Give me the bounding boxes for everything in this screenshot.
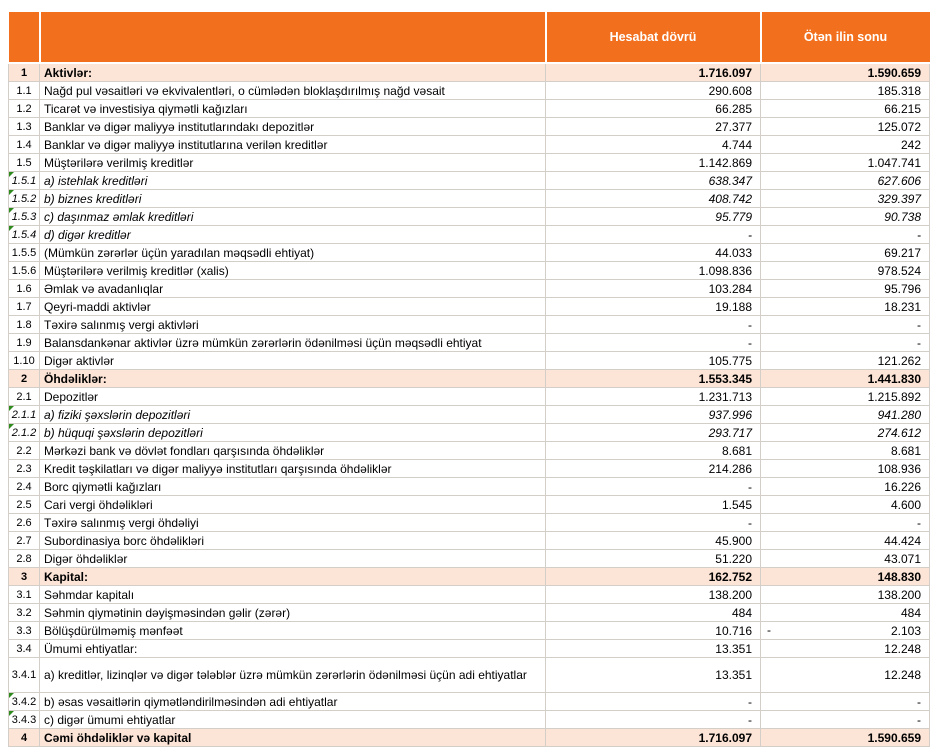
current-period-value-cell[interactable]: 19.188 bbox=[546, 298, 761, 316]
table-row bbox=[9, 406, 930, 424]
current-period-value-cell[interactable]: 290.608 bbox=[546, 82, 761, 100]
current-period-value-cell[interactable]: 138.200 bbox=[546, 586, 761, 604]
table-row bbox=[9, 711, 930, 729]
financial-table bbox=[8, 10, 930, 747]
table-row bbox=[9, 154, 930, 172]
row-number-cell[interactable]: 3.4.1 bbox=[9, 658, 40, 693]
table-body bbox=[9, 63, 930, 747]
row-label-cell[interactable]: Səhmin qiymətinin dəyişməsindən gəlir (zərər) bbox=[40, 604, 546, 622]
row-label-cell[interactable]: Qeyri-maddi aktivlər bbox=[40, 298, 546, 316]
previous-period-value-cell[interactable]: 1.590.659 bbox=[761, 729, 930, 747]
row-label-cell[interactable]: a) istehlak kreditləri bbox=[40, 172, 546, 190]
current-period-value-cell[interactable]: 1.231.713 bbox=[546, 388, 761, 406]
row-label-cell[interactable]: Aktivlər: bbox=[40, 63, 546, 82]
table-row bbox=[9, 424, 930, 442]
table-row bbox=[9, 604, 930, 622]
current-period-value-cell[interactable]: 1.545 bbox=[546, 496, 761, 514]
row-label-cell[interactable]: a) fiziki şəxslərin depozitləri bbox=[40, 406, 546, 424]
table-row bbox=[9, 136, 930, 154]
cell-flag-icon bbox=[9, 208, 14, 213]
previous-period-value-cell[interactable]: 16.226 bbox=[761, 478, 930, 496]
table-row bbox=[9, 298, 930, 316]
current-period-value-cell[interactable]: 51.220 bbox=[546, 550, 761, 568]
row-label-cell[interactable]: Cəmi öhdəliklər və kapital bbox=[40, 729, 546, 747]
previous-period-value-cell[interactable]: - 2.103 bbox=[761, 622, 930, 640]
row-label-cell[interactable]: Cari vergi öhdəlikləri bbox=[40, 496, 546, 514]
current-period-value-cell[interactable]: 1.142.869 bbox=[546, 154, 761, 172]
row-number-cell[interactable]: 1.1 bbox=[9, 82, 40, 100]
previous-period-value-cell[interactable]: - bbox=[761, 316, 930, 334]
row-number-cell[interactable]: 3.3 bbox=[9, 622, 40, 640]
previous-period-value-cell[interactable]: 484 bbox=[761, 604, 930, 622]
current-period-value-cell[interactable]: 10.716 bbox=[546, 622, 761, 640]
row-number-cell[interactable]: 1.6 bbox=[9, 280, 40, 298]
row-label-cell[interactable]: Depozitlər bbox=[40, 388, 546, 406]
table-row bbox=[9, 568, 930, 586]
row-label-cell[interactable]: Əmlak və avadanlıqlar bbox=[40, 280, 546, 298]
cell-flag-icon bbox=[9, 172, 14, 177]
table-row bbox=[9, 496, 930, 514]
row-number-cell[interactable]: 3.2 bbox=[9, 604, 40, 622]
table-row bbox=[9, 640, 930, 658]
row-number-cell[interactable]: 1.5.3 bbox=[9, 208, 40, 226]
current-period-value-cell[interactable]: - bbox=[546, 693, 761, 711]
row-label-cell[interactable]: Səhmdar kapitalı bbox=[40, 586, 546, 604]
table-row bbox=[9, 63, 930, 82]
row-label-cell[interactable]: Müştərilərə verilmiş kreditlər bbox=[40, 154, 546, 172]
current-period-value-cell[interactable]: 1.098.836 bbox=[546, 262, 761, 280]
row-number-cell[interactable]: 3 bbox=[9, 568, 40, 586]
row-label-cell[interactable]: Ümumi ehtiyatlar: bbox=[40, 640, 546, 658]
current-period-value-cell[interactable]: 293.717 bbox=[546, 424, 761, 442]
current-period-value-cell[interactable]: 1.553.345 bbox=[546, 370, 761, 388]
row-label-cell[interactable]: Nağd pul vəsaitləri və ekvivalentləri, o cümlədən bloklaşdırılmış nağd vəsait bbox=[40, 82, 546, 100]
table-row bbox=[9, 388, 930, 406]
row-label-cell[interactable]: b) hüquqi şəxslərin depozitləri bbox=[40, 424, 546, 442]
row-number-cell[interactable]: 2.2 bbox=[9, 442, 40, 460]
previous-period-value-cell[interactable]: 274.612 bbox=[761, 424, 930, 442]
previous-period-value-cell[interactable]: 69.217 bbox=[761, 244, 930, 262]
row-number-cell[interactable]: 3.4.2 bbox=[9, 693, 40, 711]
previous-period-value-cell[interactable]: 978.524 bbox=[761, 262, 930, 280]
cell-flag-icon bbox=[9, 424, 14, 429]
table-row bbox=[9, 172, 930, 190]
row-label-cell[interactable]: Banklar və digər maliyyə institutlarındakı depozitlər bbox=[40, 118, 546, 136]
row-label-cell[interactable]: d) digər kreditlər bbox=[40, 226, 546, 244]
previous-period-value-cell[interactable]: 44.424 bbox=[761, 532, 930, 550]
current-period-value-cell[interactable]: - bbox=[546, 514, 761, 532]
previous-period-value-cell[interactable]: 242 bbox=[761, 136, 930, 154]
current-period-value-cell[interactable]: 408.742 bbox=[546, 190, 761, 208]
current-period-value-cell[interactable]: 105.775 bbox=[546, 352, 761, 370]
row-label-cell[interactable]: Digər öhdəliklər bbox=[40, 550, 546, 568]
current-period-value-cell[interactable]: 45.900 bbox=[546, 532, 761, 550]
table-row bbox=[9, 478, 930, 496]
row-label-cell[interactable]: Bölüşdürülməmiş mənfəət bbox=[40, 622, 546, 640]
table-row bbox=[9, 550, 930, 568]
current-period-value-cell[interactable]: - bbox=[546, 316, 761, 334]
table-row bbox=[9, 316, 930, 334]
current-period-value-cell[interactable]: 162.752 bbox=[546, 568, 761, 586]
row-number-cell[interactable]: 1.5.2 bbox=[9, 190, 40, 208]
row-number-cell[interactable]: 2.4 bbox=[9, 478, 40, 496]
previous-period-value-cell[interactable]: 1.441.830 bbox=[761, 370, 930, 388]
cell-flag-icon bbox=[9, 711, 14, 716]
row-label-cell[interactable]: a) kreditlər, lizinqlər və digər tələblər üzrə mümkün zərərlərin ödənilməsi üçün adi ehtiyatlar bbox=[40, 658, 546, 693]
previous-period-value-cell[interactable]: - bbox=[761, 226, 930, 244]
row-label-cell[interactable]: Digər aktivlər bbox=[40, 352, 546, 370]
balance-sheet-table bbox=[8, 10, 930, 747]
table-row bbox=[9, 729, 930, 747]
row-number-cell[interactable]: 2.1.1 bbox=[9, 406, 40, 424]
previous-period-value-cell[interactable]: 941.280 bbox=[761, 406, 930, 424]
previous-period-value-cell[interactable]: 95.796 bbox=[761, 280, 930, 298]
row-label-cell[interactable]: b) biznes kreditləri bbox=[40, 190, 546, 208]
row-number-cell[interactable]: 4 bbox=[9, 729, 40, 747]
table-row bbox=[9, 334, 930, 352]
table-row bbox=[9, 693, 930, 711]
row-label-cell[interactable]: Subordinasiya borc öhdəlikləri bbox=[40, 532, 546, 550]
row-label-cell[interactable]: (Mümkün zərərlər üçün yaradılan məqsədli ehtiyat) bbox=[40, 244, 546, 262]
current-period-value-cell[interactable]: 103.284 bbox=[546, 280, 761, 298]
current-period-value-cell[interactable]: - bbox=[546, 226, 761, 244]
row-number-cell[interactable]: 2.3 bbox=[9, 460, 40, 478]
table-row bbox=[9, 82, 930, 100]
current-period-value-cell[interactable]: 4.744 bbox=[546, 136, 761, 154]
row-label-cell[interactable]: Öhdəliklər: bbox=[40, 370, 546, 388]
current-period-value-cell[interactable]: 937.996 bbox=[546, 406, 761, 424]
row-number-cell[interactable]: 1.7 bbox=[9, 298, 40, 316]
table-row bbox=[9, 532, 930, 550]
row-label-cell[interactable]: Borc qiymətli kağızları bbox=[40, 478, 546, 496]
current-period-value-cell[interactable]: - bbox=[546, 334, 761, 352]
row-label-cell[interactable]: Kredit təşkilatları və digər maliyyə institutları qarşısında öhdəliklər bbox=[40, 460, 546, 478]
header-number-column[interactable] bbox=[9, 11, 40, 63]
row-number-cell[interactable]: 2 bbox=[9, 370, 40, 388]
row-number-cell[interactable]: 3.4 bbox=[9, 640, 40, 658]
row-label-cell[interactable]: Banklar və digər maliyyə institutlarına verilən kreditlər bbox=[40, 136, 546, 154]
table-row bbox=[9, 208, 930, 226]
row-label-cell[interactable]: Balansdankənar aktivlər üzrə mümkün zərərlərin ödənilməsi üçün məqsədli ehtiyat bbox=[40, 334, 546, 352]
current-period-value-cell[interactable]: 1.716.097 bbox=[546, 729, 761, 747]
row-number-cell[interactable]: 1.5 bbox=[9, 154, 40, 172]
cell-flag-icon bbox=[9, 406, 14, 411]
table-row bbox=[9, 100, 930, 118]
header-row bbox=[9, 11, 930, 63]
previous-period-value-cell[interactable]: 18.231 bbox=[761, 298, 930, 316]
row-number-cell[interactable]: 1.5.5 bbox=[9, 244, 40, 262]
row-number-cell[interactable]: 2.1 bbox=[9, 388, 40, 406]
row-number-cell[interactable]: 1.5.1 bbox=[9, 172, 40, 190]
previous-period-value-cell[interactable]: 12.248 bbox=[761, 658, 930, 693]
row-number-cell[interactable]: 2.7 bbox=[9, 532, 40, 550]
table-row bbox=[9, 226, 930, 244]
table-row bbox=[9, 460, 930, 478]
table-row bbox=[9, 262, 930, 280]
previous-period-value-cell[interactable]: 90.738 bbox=[761, 208, 930, 226]
cell-flag-icon bbox=[9, 226, 14, 231]
row-number-cell[interactable]: 1.8 bbox=[9, 316, 40, 334]
previous-period-value-cell[interactable]: - bbox=[761, 514, 930, 532]
row-number-cell[interactable]: 2.6 bbox=[9, 514, 40, 532]
previous-period-value-cell[interactable]: 108.936 bbox=[761, 460, 930, 478]
row-number-cell[interactable]: 3.4.3 bbox=[9, 711, 40, 729]
row-number-cell[interactable]: 1.3 bbox=[9, 118, 40, 136]
previous-period-value-cell[interactable]: 43.071 bbox=[761, 550, 930, 568]
row-label-cell[interactable]: Ticarət və investisiya qiymətli kağızları bbox=[40, 100, 546, 118]
current-period-value-cell[interactable]: 27.377 bbox=[546, 118, 761, 136]
current-period-value-cell[interactable]: 638.347 bbox=[546, 172, 761, 190]
table-header bbox=[9, 11, 930, 63]
previous-period-value-cell[interactable]: 148.830 bbox=[761, 568, 930, 586]
cell-flag-icon bbox=[9, 190, 14, 195]
row-number-cell[interactable]: 1.9 bbox=[9, 334, 40, 352]
previous-period-value-cell[interactable]: 121.262 bbox=[761, 352, 930, 370]
previous-period-value-cell[interactable]: - bbox=[761, 693, 930, 711]
row-number-cell[interactable]: 1.2 bbox=[9, 100, 40, 118]
row-label-cell[interactable]: c) daşınmaz əmlak kreditləri bbox=[40, 208, 546, 226]
header-description-column[interactable] bbox=[40, 11, 546, 63]
table-row bbox=[9, 514, 930, 532]
row-number-cell[interactable]: 2.8 bbox=[9, 550, 40, 568]
current-period-value-cell[interactable]: - bbox=[546, 711, 761, 729]
table-row bbox=[9, 280, 930, 298]
table-row bbox=[9, 244, 930, 262]
row-number-cell[interactable]: 1.5.4 bbox=[9, 226, 40, 244]
row-number-cell[interactable]: 1.10 bbox=[9, 352, 40, 370]
current-period-value-cell[interactable]: 13.351 bbox=[546, 658, 761, 693]
current-period-value-cell[interactable]: 1.716.097 bbox=[546, 63, 761, 82]
current-period-value-cell[interactable]: 13.351 bbox=[546, 640, 761, 658]
previous-period-value-cell[interactable]: 1.590.659 bbox=[761, 63, 930, 82]
row-number-cell[interactable]: 1.5.6 bbox=[9, 262, 40, 280]
table-row bbox=[9, 118, 930, 136]
row-label-cell[interactable]: Kapital: bbox=[40, 568, 546, 586]
previous-period-value-cell[interactable]: 627.606 bbox=[761, 172, 930, 190]
current-period-value-cell[interactable]: 95.779 bbox=[546, 208, 761, 226]
row-label-cell[interactable]: Təxirə salınmış vergi aktivləri bbox=[40, 316, 546, 334]
row-number-cell[interactable]: 2.5 bbox=[9, 496, 40, 514]
row-label-cell[interactable]: Təxirə salınmış vergi öhdəliyi bbox=[40, 514, 546, 532]
table-row bbox=[9, 658, 930, 693]
previous-period-value-cell[interactable]: 125.072 bbox=[761, 118, 930, 136]
header-current-period[interactable]: Hesabat dövrü bbox=[546, 11, 761, 63]
row-label-cell[interactable]: Müştərilərə verilmiş kreditlər (xalis) bbox=[40, 262, 546, 280]
row-number-cell[interactable]: 2.1.2 bbox=[9, 424, 40, 442]
header-previous-period[interactable]: Ötən ilin sonu bbox=[761, 11, 930, 63]
row-number-cell[interactable]: 3.1 bbox=[9, 586, 40, 604]
table-row bbox=[9, 586, 930, 604]
table-row bbox=[9, 622, 930, 640]
row-label-cell[interactable]: Mərkəzi bank və dövlət fondları qarşısında öhdəliklər bbox=[40, 442, 546, 460]
table-row bbox=[9, 370, 930, 388]
previous-period-value-cell[interactable]: - bbox=[761, 711, 930, 729]
current-period-value-cell[interactable]: 214.286 bbox=[546, 460, 761, 478]
previous-period-value-cell[interactable]: 12.248 bbox=[761, 640, 930, 658]
previous-period-value-cell[interactable]: 66.215 bbox=[761, 100, 930, 118]
negative-sign: - bbox=[767, 623, 771, 637]
current-period-value-cell[interactable]: - bbox=[546, 478, 761, 496]
previous-period-value-cell[interactable]: 4.600 bbox=[761, 496, 930, 514]
current-period-value-cell[interactable]: 484 bbox=[546, 604, 761, 622]
previous-period-value-cell[interactable]: 8.681 bbox=[761, 442, 930, 460]
previous-period-value-cell[interactable]: 185.318 bbox=[761, 82, 930, 100]
current-period-value-cell[interactable]: 44.033 bbox=[546, 244, 761, 262]
current-period-value-cell[interactable]: 66.285 bbox=[546, 100, 761, 118]
previous-period-value-cell[interactable]: 1.215.892 bbox=[761, 388, 930, 406]
row-label-cell[interactable]: c) digər ümumi ehtiyatlar bbox=[40, 711, 546, 729]
table-row bbox=[9, 190, 930, 208]
previous-period-value-cell[interactable]: 1.047.741 bbox=[761, 154, 930, 172]
current-period-value-cell[interactable]: 8.681 bbox=[546, 442, 761, 460]
table-row bbox=[9, 442, 930, 460]
cell-flag-icon bbox=[9, 693, 14, 698]
row-number-cell[interactable]: 1.4 bbox=[9, 136, 40, 154]
row-number-cell[interactable]: 1 bbox=[9, 63, 40, 82]
table-row bbox=[9, 352, 930, 370]
previous-period-value-cell[interactable]: 329.397 bbox=[761, 190, 930, 208]
previous-period-value-cell[interactable]: - bbox=[761, 334, 930, 352]
row-label-cell[interactable]: b) əsas vəsaitlərin qiymətləndirilməsindən adi ehtiyatlar bbox=[40, 693, 546, 711]
previous-period-value-cell[interactable]: 138.200 bbox=[761, 586, 930, 604]
